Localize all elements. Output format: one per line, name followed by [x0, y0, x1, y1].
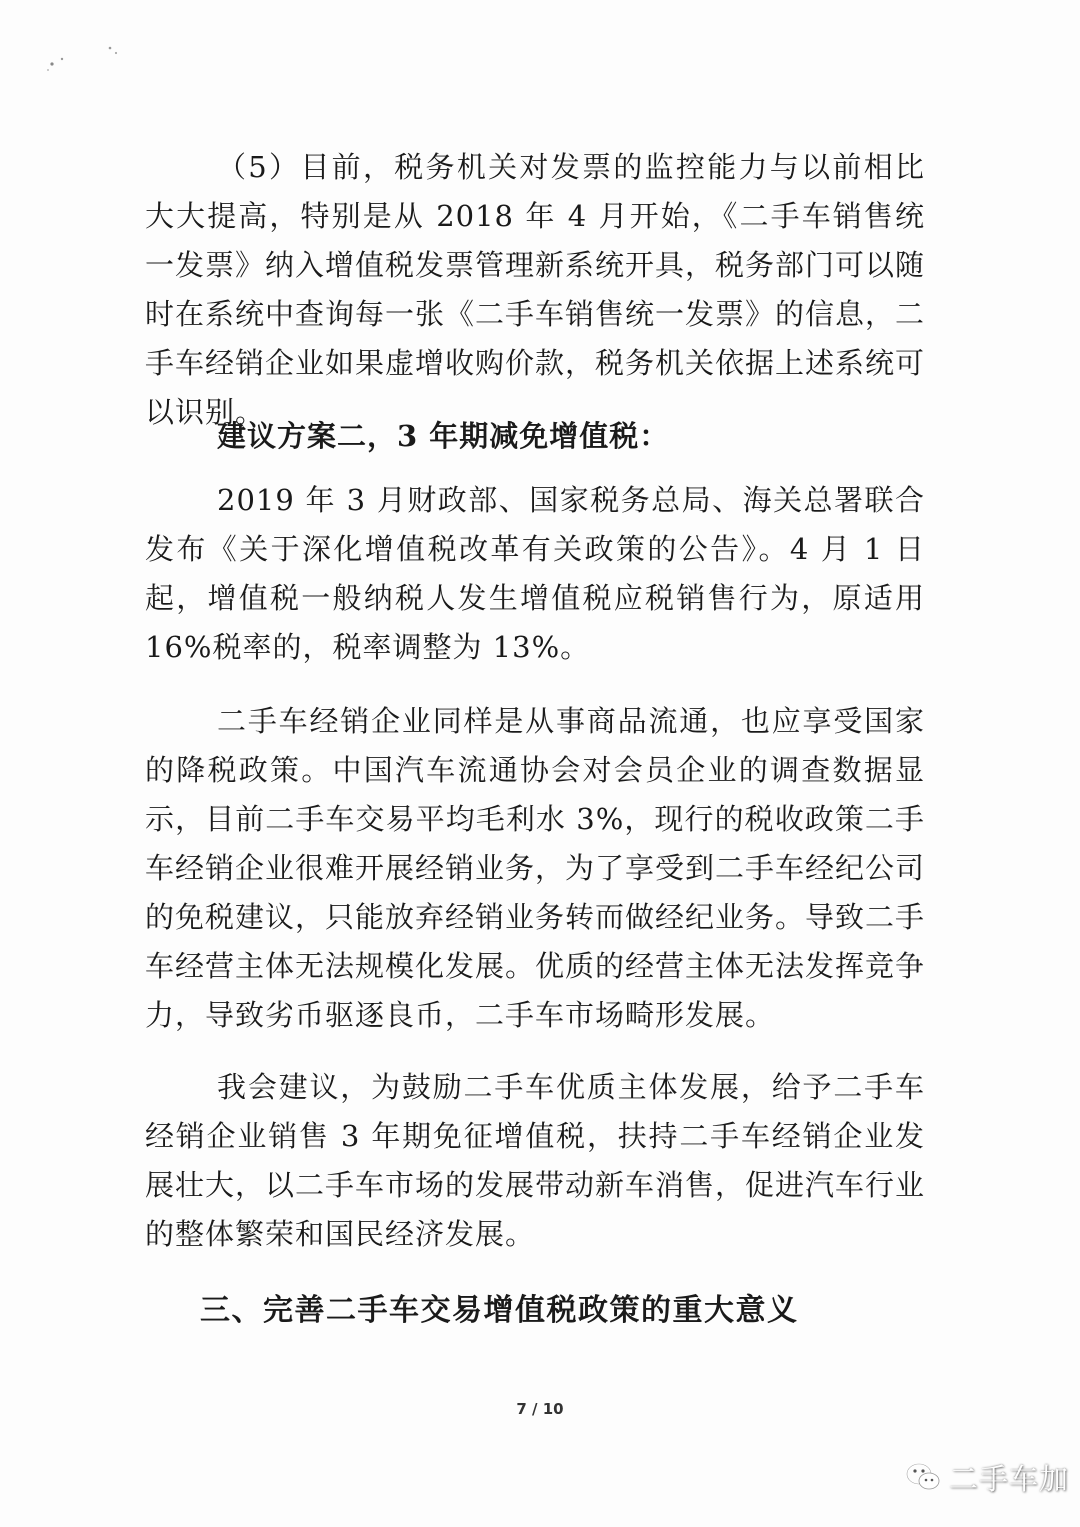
paragraph-vat-reform: 2019 年 3 月财政部、国家税务总局、海关总署联合发布《关于深化增值税改革有关政策的公告》。4 月 1 日起，增值税一般纳税人发生增值税应税销售行为，原适用 16%税率的，税率调整为 13%。 — [145, 483, 925, 664]
section-heading-significance: 三、完善二手车交易增值税政策的重大意义 — [200, 1293, 799, 1328]
paragraph-association-suggestion: 我会建议，为鼓励二手车优质主体发展，给予二手车经销企业销售 3 年期免征增值税，扶持二手车经销企业发展壮大，以二手车市场的发展带动新车消售，促进汽车行业的整体繁荣和国民经济发展。 — [145, 1070, 926, 1251]
page-number: 7 / 10 — [516, 1400, 564, 1418]
wechat-icon — [905, 1461, 941, 1493]
watermark — [905, 1452, 1069, 1502]
paragraph-invoice-monitoring: （5）目前，税务机关对发票的监控能力与以前相比大大提高，特别是从 2018 年 4 月开始，《二手车销售统一发票》纳入增值税发票管理新系统开具，税务部门可以随时在系统中查询每一张《二手车销售统一发票》的信息，二手车经销企业如果虚增收购价款，税务机关依据上述系统可以识别。 — [145, 150, 926, 429]
heading-proposal-two: 建议方案二，3 年期减免增值税： — [217, 419, 670, 453]
scan-specks — [40, 40, 130, 80]
watermark-label: 二手车加 — [949, 1461, 1070, 1496]
paragraph-dealer-tax-policy: 二手车经销企业同样是从事商品流通，也应享受国家的降税政策。中国汽车流通协会对会员企业的调查数据显示，目前二手车交易平均毛利水 3%，现行的税收政策二手车经销企业很难开展经销业务，为了享受到二手车经纪公司的免税建议，只能放弃经销业务转而做经纪业务。导致二手车经营主体无法规模化发展。优质的经营主体无法发挥竞争力，导致劣币驱逐良币，二手车市场畸形发展。 — [145, 704, 926, 1032]
